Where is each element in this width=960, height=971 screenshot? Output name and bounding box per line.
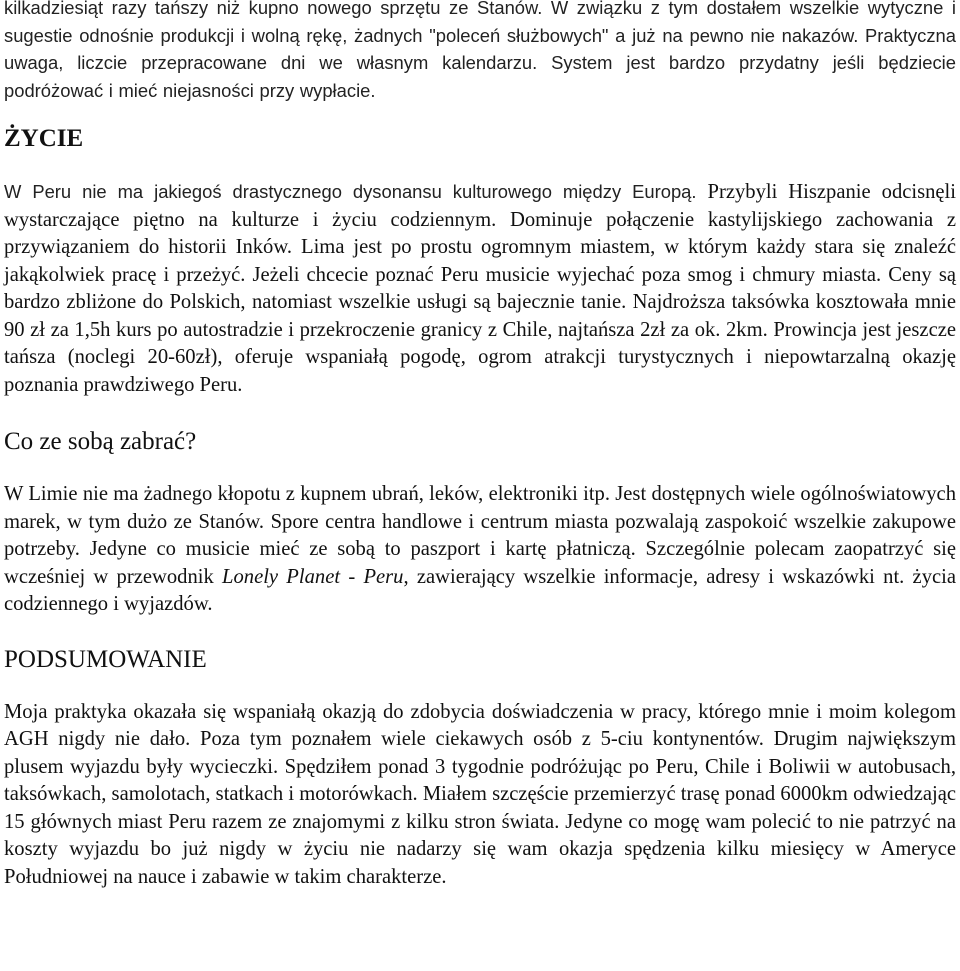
section-heading-co-zabrac: Co ze sobą zabrać?: [4, 428, 197, 455]
zycie-paragraph-part1: W Peru nie ma jakiegoś drastycznego dysonansu kulturowego między Europą.: [4, 181, 697, 202]
co-zabrac-paragraph: [4, 481, 956, 619]
guidebook-title-lonely-planet: Lonely Planet: [222, 565, 341, 588]
guidebook-title-peru: Peru: [363, 565, 404, 588]
zycie-paragraph: [4, 178, 956, 399]
podsumowanie-paragraph: Moja praktyka okazała się wspaniałą okazją do zdobycia doświadczenia w pracy, którego mnie i moim kolegom AGH nigdy nie dało. Poza tym poznałem wiele ciekawych osób z 5-ciu kontynentów. Drugim największym plusem wyjazdu były wycieczki. Spędziłem ponad 3 tygodnie podróżując po Peru, Chile i Boliwii w autobusach, taksówkach, samolotach, statkach i motorówkach. Miałem szczęście przemierzyć trasę ponad 6000km odwiedzając 15 głównych miast Peru razem ze znajomymi z kilku stron świata. Jedyne co mogę wam polecić to nie patrzyć na koszty wyjazdu bo już nigdy w życiu nie nadarzy się wam okazja spędzenia kilku miesięcy w Ameryce Południowej na nauce i zabawie w takim charakterze.: [4, 700, 956, 888]
intro-paragraph: kilkadziesiąt razy tańszy niż kupno nowego sprzętu ze Stanów. W związku z tym dostałem wszelkie wytyczne i sugestie odnośnie produkcji i wolną rękę, żadnych "poleceń służbowych" a już na pewno nie nakazów. Praktyczna uwaga, liczcie przepracowane dni we własnym kalendarzu. System jest bardzo przydatny jeśli będziecie podróżować i mieć niejasności przy wypłacie.: [4, 0, 956, 101]
document-page: [4, 0, 956, 891]
co-zabrac-text-after: , zawierający wszelkie informacje, adresy i wskazówki nt. życia codziennego i wyjazdów.: [4, 565, 957, 615]
guidebook-title-separator: -: [340, 565, 364, 588]
co-zabrac-text-before: W Limie nie ma żadnego kłopotu z kupnem ubrań, leków, elektroniki itp. Jest dostępnych wiele ogólnoświatowych marek, w tym dużo ze Stanów. Spore centra handlowe i centrum miasta pozwalają zaspokoić wszelkie zakupowe potrzeby. Jedyne co musicie mieć ze sobą to paszport i kartę płatniczą. Szczególnie polecam zaopatrzyć się wcześniej w przewodnik: [4, 483, 956, 588]
zycie-paragraph-part2: Przybyli Hiszpanie odcisnęli wystarczające piętno na kulturze i życiu codziennym. Dominuje połączenie kastylijskiego zachowania z przywiązaniem do historii Inków. Lima jest po prostu ogromnym miastem, w którym każdy stara się znaleźć jakąkolwiek pracę i przeżyć. Jeżeli chcecie poznać Peru musicie wyjechać poza smog i chmury miasta. Ceny są bardzo zbliżone do Polskich, natomiast wszelkie usługi są bajecznie tanie. Najdroższa taksówka kosztowała mnie 90 zł za 1,5h kurs po autostradzie i przekroczenie granicy z Chile, najtańsza 2zł za ok. 2km. Prowincja jest jeszcze tańsza (noclegi 20-60zł), oferuje wspaniałą pogodę, ogrom atrakcji turystycznych i niepowtarzalną okazję poznania prawdziwego Peru.: [4, 181, 956, 396]
section-heading-podsumowanie: PODSUMOWANIE: [4, 645, 207, 673]
section-heading-zycie: ŻYCIE: [4, 125, 84, 152]
